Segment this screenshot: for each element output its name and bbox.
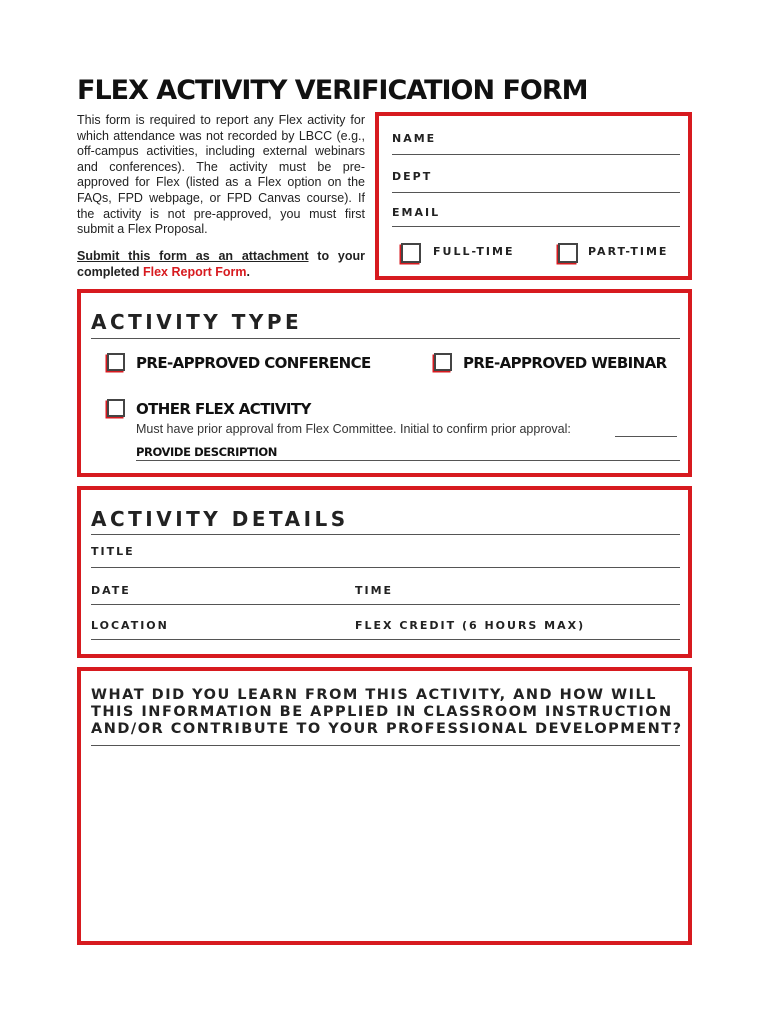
title-field[interactable] <box>91 567 680 568</box>
activity-details-divider <box>91 534 680 535</box>
reflection-question-line-3: AND/OR CONTRIBUTE TO YOUR PROFESSIONAL DEVELOPMENT? <box>91 721 683 737</box>
form-title: FLEX ACTIVITY VERIFICATION FORM <box>77 75 588 106</box>
intro-text: This form is required to report any Flex activity for which attendance was not recorded by LBCC (e.g., off-campus activities, including external webinars and conferences). The activity must be pre-approved for Flex (listed as a Flex option on the FAQs, FPD webpage, or FPD Canvas course). If the activity is not pre-approved, you must first submit a Flex Proposal. <box>77 113 365 237</box>
parttime-checkbox[interactable] <box>558 243 578 263</box>
reflection-divider <box>91 745 680 746</box>
location-label: LOCATION <box>91 619 169 632</box>
date-time-field[interactable] <box>91 604 680 605</box>
other-activity-checkbox[interactable] <box>107 399 125 417</box>
conference-checkbox[interactable] <box>107 353 125 371</box>
dept-label: DEPT <box>392 170 433 183</box>
submit-instructions-underlined: Submit this form as an attachment <box>77 249 309 263</box>
webinar-option-label: PRE-APPROVED WEBINAR <box>463 354 667 372</box>
fulltime-label: FULL-TIME <box>433 245 515 258</box>
dept-field[interactable] <box>392 192 680 193</box>
name-label: NAME <box>392 132 437 145</box>
reflection-answer-area[interactable] <box>91 751 680 933</box>
approval-initial-field[interactable] <box>615 436 677 437</box>
reflection-question <box>91 687 691 738</box>
webinar-checkbox[interactable] <box>434 353 452 371</box>
other-activity-label: OTHER FLEX ACTIVITY <box>136 400 311 418</box>
activity-type-box <box>77 289 692 477</box>
parttime-label: PART-TIME <box>588 245 669 258</box>
prior-approval-note: Must have prior approval from Flex Committee. Initial to confirm prior approval: <box>136 422 571 436</box>
provide-description-label: PROVIDE DESCRIPTION <box>136 445 277 459</box>
activity-details-box <box>77 486 692 658</box>
flex-report-form-link[interactable]: Flex Report Form <box>143 265 247 279</box>
reflection-box <box>77 667 692 945</box>
location-credit-field[interactable] <box>91 639 680 640</box>
personal-info-box <box>375 112 692 280</box>
reflection-question-line-2: THIS INFORMATION BE APPLIED IN CLASSROOM INSTRUCTION <box>91 704 673 720</box>
activity-type-divider <box>91 338 680 339</box>
time-label: TIME <box>355 584 394 597</box>
fulltime-checkbox[interactable] <box>401 243 421 263</box>
email-label: EMAIL <box>392 206 441 219</box>
activity-type-heading: ACTIVITY TYPE <box>91 310 303 334</box>
description-field[interactable] <box>136 460 680 461</box>
submit-instructions-end: . <box>246 265 250 279</box>
flex-credit-label: FLEX CREDIT (6 HOURS MAX) <box>355 619 586 632</box>
name-field[interactable] <box>392 154 680 155</box>
conference-option-label: PRE-APPROVED CONFERENCE <box>136 354 371 372</box>
email-field[interactable] <box>392 226 680 227</box>
activity-details-heading: ACTIVITY DETAILS <box>91 507 349 531</box>
reflection-question-line-1: WHAT DID YOU LEARN FROM THIS ACTIVITY, AND HOW WILL <box>91 687 657 703</box>
submit-instructions-middle: to your completed <box>77 249 365 279</box>
submit-instructions <box>77 248 365 280</box>
title-label: TITLE <box>91 545 135 558</box>
date-label: DATE <box>91 584 131 597</box>
